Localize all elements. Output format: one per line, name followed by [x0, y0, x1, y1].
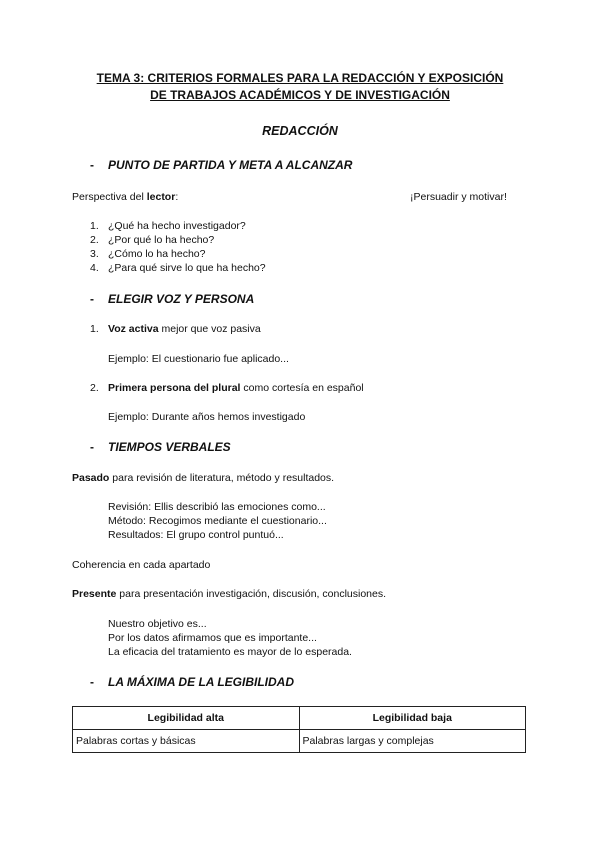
heading-text: PUNTO DE PARTIDA Y META A ALCANZAR [108, 158, 353, 172]
question-item: 3. ¿Cómo lo ha hecho? [90, 248, 206, 260]
table-cell: Palabras largas y complejas [299, 730, 526, 753]
past-example: Resultados: El grupo control puntuó... [108, 529, 284, 541]
heading-elegir-voz [90, 292, 254, 306]
bullet-dash: - [90, 675, 94, 689]
heading-text: TIEMPOS VERBALES [108, 440, 231, 454]
bullet-dash: - [90, 158, 94, 172]
table-header-cell: Legibilidad baja [299, 707, 526, 730]
perspective-bold: lector [146, 191, 176, 203]
coherence-line: Coherencia en cada apartado [72, 559, 211, 571]
question-item: 2. ¿Por qué lo ha hecho? [90, 234, 215, 246]
table-row [73, 730, 526, 753]
perspective-line: Perspectiva del lector: [72, 191, 179, 203]
table-header-row [73, 707, 526, 730]
present-example: La eficacia del tratamiento es mayor de lo esperada. [108, 646, 352, 658]
present-example: Nuestro objetivo es... [108, 618, 207, 630]
bullet-dash: - [90, 440, 94, 454]
title-line-2: DE TRABAJOS ACADÉMICOS Y DE INVESTIGACIÓN [150, 88, 450, 102]
table-cell: Palabras cortas y básicas [73, 730, 300, 753]
question-item: 1. ¿Qué ha hecho investigador? [90, 220, 246, 232]
past-tense-line: Pasado para revisión de literatura, método y resultados. [72, 472, 335, 484]
bullet-dash: - [90, 292, 94, 306]
past-example: Revisión: Ellis describió las emociones como... [108, 501, 326, 513]
past-example: Método: Recogimos mediante el cuestionario... [108, 515, 327, 527]
present-example: Por los datos afirmamos que es importante... [108, 632, 317, 644]
table-header-cell: Legibilidad alta [73, 707, 300, 730]
title-line-1: TEMA 3: CRITERIOS FORMALES PARA LA REDACCIÓN Y EXPOSICIÓN [96, 71, 504, 85]
voice-example-2: Ejemplo: Durante años hemos investigado [108, 411, 306, 423]
heading-text: LA MÁXIMA DE LA LEGIBILIDAD [108, 675, 294, 689]
heading-text: ELEGIR VOZ Y PERSONA [108, 292, 255, 306]
voice-example-1: Ejemplo: El cuestionario fue aplicado... [108, 353, 289, 365]
question-item: 4. ¿Para qué sirve lo que ha hecho? [90, 262, 266, 274]
section-subtitle: REDACCIÓN [262, 124, 338, 138]
legibility-table [72, 706, 526, 753]
persuade-note: ¡Persuadir y motivar! [410, 191, 507, 203]
voice-item-2: 2. Primera persona del plural como cortesía en español [90, 382, 364, 394]
heading-tiempos-verbales [90, 440, 231, 454]
present-tense-line: Presente para presentación investigación, discusión, conclusiones. [72, 588, 387, 600]
voice-item-1: 1. Voz activa mejor que voz pasiva [90, 323, 261, 335]
heading-punto-de-partida [90, 158, 352, 172]
heading-maxima-legibilidad [90, 675, 294, 689]
document-title [60, 70, 540, 104]
